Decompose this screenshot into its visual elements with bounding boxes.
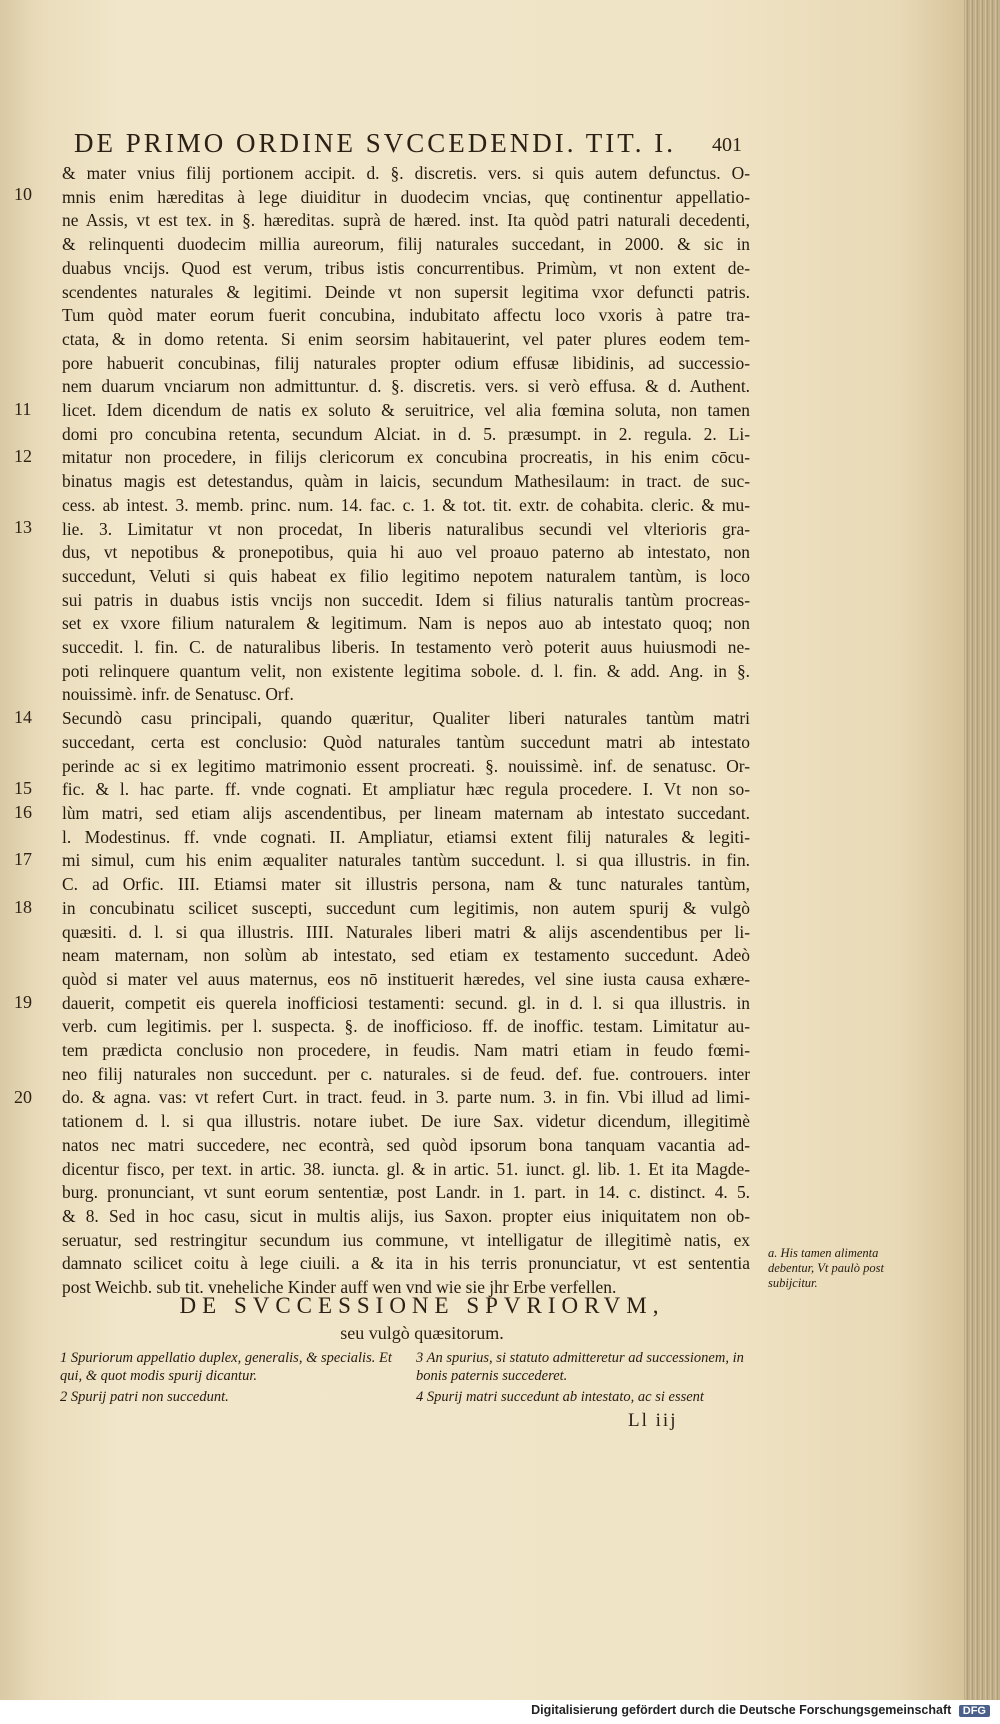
text-line: in concubinatu scilicet suscepti, succedunt cum legitimis, non autem spurij & vulgò — [62, 897, 750, 918]
text-line: ne Assis, vt est tex. in §. hæreditas. suprà de hæred. inst. Ita quòd patri naturali decedenti, — [62, 210, 750, 231]
section-heading: DE SVCCESSIONE SPVRIORVM, — [179, 1293, 665, 1318]
body-text — [62, 162, 750, 1300]
text-line: neo filij naturales non succedunt. per c. naturales. si de feud. def. fue. controuers. inter — [62, 1063, 750, 1084]
text-line: sui patris in duabus istis vncijs non succedit. Idem si filius naturalis tantùm procreas- — [62, 589, 750, 610]
text-line: verb. cum legitimis. per l. suspecta. §. de inofficioso. ff. de inoffic. testam. Limitatur au- — [62, 1016, 750, 1037]
text-line: Secundò casu principali, quando quæritur, Qualiter liberi naturales tantùm matri — [62, 708, 750, 729]
text-line: seruatur, sed restringitur secundum ius commune, vt intelligatur de illegitimè natis, ex — [62, 1229, 750, 1250]
margin-line-number: 12 — [14, 446, 32, 466]
text-line: tem prædicta conclusio non procedere, in feudis. Nam matri etiam in feudo fœmi- — [62, 1040, 750, 1061]
text-line: lie. 3. Limitatur vt non procedat, In liberis naturalibus secundi vel vlterioris gra- — [62, 518, 750, 539]
text-line: l. Modestinus. ff. vnde cognati. II. Ampliatur, etiamsi extent filij naturales & legiti- — [62, 826, 750, 847]
text-line: dauerit, competit eis querela inofficiosi testamenti: secund. gl. in d. l. si qua illustris. in — [62, 992, 750, 1013]
text-line: succedant, certa est conclusio: Quòd naturales tantùm succedunt matri ab intestato — [62, 731, 750, 752]
margin-line-number: 20 — [14, 1087, 32, 1107]
text-line: quòd si mater vel auus maternus, eos nō instituerit hæredes, vel sine iusta causa exhære- — [62, 968, 750, 989]
summary-index-right — [416, 1350, 756, 1411]
text-line: natos nec matri succedere, nec econtrà, sed quòd ipsorum bona tanquam vacantia ad- — [62, 1134, 750, 1155]
text-line: quæsiti. d. l. si qua illustris. IIII. Naturales liberi matri & alijs ascendentibus per li- — [62, 921, 750, 942]
margin-line-number: 13 — [14, 517, 32, 537]
text-line: do. & agna. vas: vt refert Curt. in tract. feud. in 3. parte num. 3. in fin. Vbi illud ad limi- — [62, 1087, 750, 1108]
margin-line-number: 15 — [14, 778, 32, 798]
text-line: set ex vxore filium naturalem & legitimum. Nam is nepos auo ab intestato quoq; non — [62, 613, 750, 634]
text-line: dus, vt nepotibus & pronepotibus, quia hi auo vel proauo paterno ab intestato, non — [62, 542, 750, 563]
text-line: binatus magis est detestandus, quàm in laicis, secundum Mathesilaum: in tract. de suc- — [62, 471, 750, 492]
text-line: tationem d. l. si qua illustris. notare iubet. De iure Sax. videtur dicendum, illegitimè — [62, 1111, 750, 1132]
text-line: nouissimè. infr. de Senatusc. Orf. — [62, 684, 294, 705]
summary-item: 4 Spurij matri succedunt ab intestato, ac si essent — [416, 1389, 704, 1405]
text-line: Tum quòd mater eorum fuerit concubina, indubitato affectu loco vxoris à patre tra- — [62, 305, 750, 326]
text-line: damnato scilicet coitu à lege ciuili. a & ita in his terris pronunciatur, vt est sententia — [62, 1253, 750, 1274]
margin-line-number: 19 — [14, 992, 32, 1012]
side-note: a. His tamen alimenta debentur, Vt paulò post subijcitur. — [768, 1246, 884, 1290]
running-head: DE PRIMO ORDINE SVCCEDENDI. TIT. I. — [74, 128, 676, 158]
margin-line-number: 10 — [14, 184, 32, 204]
text-line: C. ad Orfic. III. Etiamsi mater sit illustris persona, nam & tunc naturales tantùm, — [62, 874, 750, 895]
dfg-logo-icon: DFG — [959, 1705, 990, 1717]
summary-item: 2 Spurij patri non succedunt. — [60, 1389, 229, 1405]
summary-item: 1 Spuriorum appellatio duplex, generalis, & specialis. Et qui, & quot modis spurij dicantur. — [60, 1350, 392, 1384]
text-line: duabus vncijs. Quod est verum, tribus istis concurrentibus. Primùm, vt non extent de- — [62, 257, 750, 278]
text-line: mi simul, cum his enim æqualiter naturales tantùm succedunt. l. si qua illustris. in fin. — [62, 850, 750, 871]
text-line: licet. Idem dicendum de natis ex soluto & seruitrice, vel alia fœmina soluta, non tamen — [62, 400, 750, 421]
text-line: neam maternam, non solùm ab intestato, sed etiam ex testamento succedunt. Adeò — [62, 945, 750, 966]
catchword: Ll iij — [628, 1410, 678, 1431]
text-line: mitatur non procedere, in filijs clericorum ex concubina procreatis, in his enim cōcu- — [62, 447, 750, 468]
margin-line-number: 14 — [14, 707, 32, 727]
text-line: dicentur fisco, per text. in artic. 38. iuncta. gl. & in artic. 51. iunct. gl. lib. 1. Et ita Magde- — [62, 1158, 750, 1179]
text-line: domi pro concubina retenta, secundum Alciat. in d. 5. præsumpt. in 2. regula. 2. Li- — [62, 423, 750, 444]
margin-line-number: 18 — [14, 897, 32, 917]
text-line: perinde ac si ex legitimo matrimonio essent procreati. §. nouissimè. inf. de senatusc. Or- — [62, 755, 750, 776]
footer-text: Digitalisierung gefördert durch die Deutsche Forschungsgemeinschaft — [531, 1703, 952, 1717]
text-line: fic. & l. hac parte. ff. vnde cognati. Et ampliatur hæc regula procedere. I. Vt non so- — [62, 779, 750, 800]
text-line: poti relinquere quantum velit, non existente legitima sobole. d. l. fin. & add. Ang. in §. — [62, 660, 750, 681]
text-line: scendentes naturales & legitimi. Deinde vt non supersit legitima vxor defuncti patris. — [62, 281, 750, 302]
text-line: post Weichb. sub tit. vneheliche Kinder auff wen vnd wie sie jhr Erbe verfellen. — [62, 1277, 617, 1298]
text-line: succedunt, Veluti si quis habeat ex filio legitimo nepotem naturalem tantùm, is loco — [62, 565, 750, 586]
text-line: pore habuerit concubinas, filij naturales propter odium effusæ libidinis, ad successio- — [62, 352, 750, 373]
section-subheading: seu vulgò quæsitorum. — [340, 1323, 504, 1343]
margin-line-number: 17 — [14, 849, 32, 869]
margin-line-number: 11 — [14, 399, 32, 419]
summary-item: 3 An spurius, si statuto admitteretur ad successionem, in bonis paternis succederet. — [416, 1350, 744, 1384]
text-line: cess. ab intest. 3. memb. princ. num. 14. fac. c. 1. & tot. tit. extr. de cohabita. cleric. & mu- — [62, 494, 750, 515]
text-line: & mater vnius filij portionem accipit. d. §. discretis. vers. si quis autem defunctus. O- — [62, 163, 750, 183]
page-edge — [964, 0, 1000, 1700]
text-line: nem duarum vnciarum non admittuntur. d. §. discretis. vers. si verò effusa. & d. Authent. — [62, 376, 750, 397]
margin-line-number: 16 — [14, 802, 32, 822]
text-line: ctata, & in domo retenta. Si enim seorsim habitauerint, vel pater plures eodem tem- — [62, 328, 750, 349]
summary-index-left — [60, 1350, 400, 1411]
text-line: & relinquenti duodecim millia aureorum, filij naturales succedant, in 2000. & sic in — [62, 234, 750, 255]
text-line: lùm matri, sed etiam alijs ascendentibus, per lineam maternam ab intestato succedant. — [62, 802, 750, 823]
text-line: succedit. l. fin. C. de naturalibus liberis. In testamento verò poterit auus huiusmodi ne- — [62, 637, 750, 658]
text-line: burg. pronunciant, vt sunt eorum sententiæ, post Landr. in 1. part. in 14. c. distinct. 4. 5. — [62, 1182, 750, 1203]
page-number: 401 — [712, 134, 742, 156]
text-line: mnis enim hæreditas à lege diuiditur in duodecim vncias, quę continentur appellatio- — [62, 186, 750, 207]
footer — [531, 1703, 990, 1717]
text-line: & 8. Sed in hoc casu, sicut in multis alijs, ius Saxon. propter eius iniquitatem non ob- — [62, 1205, 750, 1226]
